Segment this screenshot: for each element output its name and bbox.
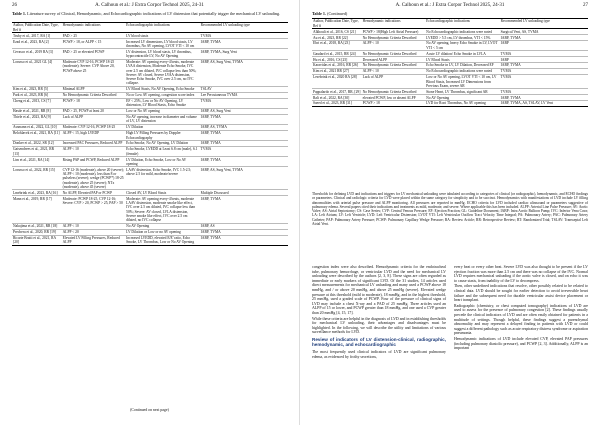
table-row — [12, 196, 288, 223]
table-caption-right — [312, 11, 588, 16]
table-cell-hemo: Moderate: CVP 12-16, PCWP 18-25 — [62, 125, 125, 131]
table-cell-echo: Echo Smoke in LV, LV Dilation, Decreased EF — [425, 63, 500, 69]
table-caption-text: Literature survey of Clinical, Hemodynamic, and Echocardiographic indications of LV distension that potentially trigger the mechanical LV unloading. — [27, 11, 281, 16]
table-cell-hemo: ALPP < 10 — [62, 223, 125, 229]
header-recommended-right: Recommended LV unloading type — [500, 19, 588, 29]
table-cell-author: Karavidas et al., 2016, RR [26] — [312, 63, 362, 69]
table-body-left — [12, 33, 288, 245]
section-heading: Review of indicators of LV distension-clinical, radiographic, hemodynamic, and echocardiographic — [312, 336, 446, 348]
table-cell-echo: Acute LV dilation/ Echo Smoke in LVLA — [425, 51, 500, 57]
table-cell-author: Ricarte Bratti et al., 2021, RA [20] — [12, 235, 62, 245]
table-body-right — [312, 29, 588, 107]
table-cell-echo: Closed AV, LV Blood Stasis — [125, 190, 200, 196]
table-cell-author: Kim et al., 2023, RR [5] — [12, 87, 62, 93]
table-cell-hemo: PCWP > 18(High Left Atrial Pressure) — [362, 29, 419, 34]
table-cell-echo: Increased LVEDD, elevated E/E' ratio, Echo Smoke, LV Thrombus, Low or No AV Opening — [125, 235, 200, 245]
table-cell-rec: IABP, TVMA — [200, 196, 288, 223]
table-cell-echo: Moderate: AV opening every-4 beats, moderate LAAV distension, moderate smoke like effect, IVC over 2.5 cm dilated, IVC collapse less than 50%; Severe: AV closed, LVLA distension, Severe smoke like effect, IVC over 2.5 cm dilated, no IVC collapse — [125, 196, 200, 223]
table-cell-author: Kim et al., 2021 RR [27] — [312, 69, 362, 75]
table-row — [12, 157, 288, 167]
running-head-left — [12, 2, 287, 9]
table-row — [12, 167, 288, 190]
table-row — [12, 147, 288, 157]
table-cell-echo: LV Dilation or Low or no AV opening — [125, 229, 200, 235]
table-footnote: Thresholds for defining LVD and indications and triggers for LV mechanical unloading were tabulated according to categories of clinical (or radiographic), hemodynamic, and ECHO findings or parameters. Clinical and radiologic criteria for LVD were placed within the same category for simplicity and to be succinct. Hemodynamics with manifestations of LVD include LV filling abnormalities with arterial pulse pressure and ALPP monitoring. All pressures are reported in mmHg. ECHO criteria for LVD included cardiac ultrasound or parameters suggestive of pulmonary edema. Several papers cited their indications and treatments as mild, moderate, and severe. Where applicable this has been included. ALPP: Arterial Line Pulse Pressure; AV: Aortic Valve; AS: Atrial Septostomy; CS: Case Series; CVP: Central Venous Pressure; EF: Ejection Fraction; GL: Guideline Document; IABP: Intra Aortic Balloon Pump; IVC: Inferior Vena Cava; LA: Left Atrium; LV: Left Ventricle; LVD: Left Ventricular Distension; LVOT VTI: Left Ventricular Outflow Tract Velocity Time Integral; PA: Pulmonary Artery; PAC: Pulmonary Artery Catheter; PAP: Pulmonary Artery Pressure; PCWP: Pulmonary Capillary Wedge Pressure; RA: Review Article; RR: Retrospective Review; RT: Randomized Trial; TSLAV: Transseptal Left Atrial Vent. — [312, 192, 588, 227]
paragraph: congestion index were also described. Hemodynamic criteria for the endotracheal tube, pulmonary hemorrhage, or ventricular LVD and the need for mechanical LV unloading were described by the authors [2, 3, 8]. These signs are often regarded as immediate or early markers of significant LVD. Of the 31 studies, 14 articles used direct measurements for mechanical LV unloading and many used a PCWP above 18 mmHg, and / or above 20 mmHg, and above 25 mmHg (severe). Elevated wedge pressure at this threshold (mild to moderate), 18 mmHg, and in the highest threshold, 25 mmHg, used a graded scale of PCWP. Four of the pressure of clinical signs of LVD may include a chest X-ray and a PAD of 25 mmHg. Three articles used an ALPP of 15 or lower, and PCWP greater than 18 mmHg, and one used a CVP greater than 20 mmHg [4, 15, 17]. — [312, 265, 446, 315]
table-caption-text-right: (Continued) — [327, 11, 348, 16]
table-cell-hemo: Lack of ALPP — [362, 74, 425, 88]
paragraph: Hemodynamic indications of LVD include elevated CVP, elevated PAP pressures (including pulmonary diastolic pressure), and PCWP [2, 3]. Additionally, ALPP is an important — [454, 336, 588, 351]
running-head-right — [312, 2, 588, 9]
table-header-row — [12, 23, 288, 33]
table-cell-rec: TVMA — [500, 51, 588, 57]
table-cell-hemo: No Hemodynamic Criteria Described — [62, 92, 125, 98]
table-cell-author: Thiele et al., 2023, RA [9] — [12, 114, 62, 124]
table-cell-echo: LV Dilation — [125, 125, 200, 131]
table-header-row-right — [312, 19, 588, 29]
table-cell-hemo: Decreased ALPP — [362, 57, 425, 63]
table-cell-hemo: ALPP < 20 — [62, 229, 125, 235]
table-cell-rec: IABP — [500, 57, 588, 63]
table-cell-author: Gaisendrees et al., 2021, RR [13] — [12, 147, 62, 157]
table-cell-hemo: ALPP < 10 — [62, 147, 125, 157]
table-cell-echo: LV distension, LV blood stasis, LV thrombus, hypocontractile LV, No AV Opening — [125, 49, 200, 59]
table-row — [12, 49, 288, 59]
paragraph: While these criteria are helpful in the diagnosis of LVD and in establishing thresholds for mechanical LV unloading, their advantages and disadvantages must be highlighted. In the following, we will describe the utility and limitations of various surveillance methods for LVD. — [312, 316, 446, 335]
table-cell-echo: Moderate: AV opening every-4 beats, moderate LVAA distension, Moderate Echo Smoke, IVC over 2.5 cm dilated, IVC collapse less than 50%; Severe: AV closed, Severe LVAA distension, Severe Echo Smoke, IVC over 2.5 cm, no IVC collapse. — [125, 59, 200, 86]
table-row — [312, 41, 588, 51]
table-row — [12, 114, 288, 124]
table-cell-hemo: PAD > 25 or elevated PCWP — [62, 49, 125, 59]
table-cell-rec: IABP, TVMA, AS, TSLAV, LV Vent — [500, 101, 588, 107]
continued-note: (Continued on next page) — [130, 408, 169, 412]
table-cell-rec: IABP, TVMA — [200, 114, 288, 124]
paragraph: every beat or every other beat. Severe LVD was also thought to be present if the LV ejection fraction was more than 2.5 cm and there was no collapse of the IVC. Normal LVD requires mechanical unloading if the aortic valve is closed, and on echo it was to cause stasis, from inability of the LV to decompress. — [454, 265, 588, 283]
table-row — [12, 130, 288, 140]
table-cell-rec: IABP, TVMA — [200, 130, 288, 140]
header-recommended: Recommended LV unloading type — [200, 23, 288, 33]
table-row — [12, 59, 288, 86]
table-cell-author: Mann et al., 2019, RR [17] — [12, 196, 62, 223]
journal-title-left: A. Calhoun et al.: J Extra Corpor Technol 2025, 24-31 — [95, 3, 204, 8]
table-cell-author: Hu et al., 2016, CS [25] — [312, 57, 362, 63]
table-cell-rec: IABP, TVMA — [200, 39, 288, 49]
table-cell-hemo: No Hemodynamic Criteria Described — [362, 63, 425, 69]
body-column-left — [312, 265, 446, 360]
table-cell-rec: IABP, TVMA — [500, 95, 588, 101]
body-column-right — [454, 265, 588, 360]
table-cell-author: Pappalardo et al., 2017, RR, [29] — [313, 89, 361, 94]
table-caption-label-right: Table 1. — [312, 11, 327, 16]
table-cell-author: Belohlavek et al., 2021, RA [11] — [12, 130, 62, 140]
table-cell-echo: Echo Smoke, No AV Opening, LV Dilation — [125, 141, 200, 147]
table-cell-author: Alkhouli et al., 2016, CS [21] — [313, 29, 356, 34]
table-cell-hemo: No ALPP, Elevated PAP or PCWP — [62, 190, 125, 196]
literature-table-left — [12, 22, 288, 246]
table-cell-echo: No AV Opening — [125, 223, 200, 229]
table-cell-echo: Stone Heart, LV Thrombus, significant AR — [425, 89, 500, 95]
table-cell-hemo: PCWP > 18 — [62, 98, 125, 108]
table-cell-echo: EF < 25%, Low or No AV Opening, LV distension, LV Blood Stasis, Echo Smoke — [125, 98, 200, 108]
header-echo: Echocardiographic indications — [125, 23, 200, 33]
table-cell-author: Cevasco et al., 2019 RA [3] — [12, 49, 62, 59]
table-cell-echo: No Echocardiographic indications were noted — [426, 29, 493, 34]
table-cell-rec: IABP, TVMA — [500, 35, 588, 41]
table-cell-rec: TVMA — [200, 98, 288, 108]
table-cell-echo: Increased LV dimensions, LV blood stasis, LV thrombus, No AV opening, LVOT VTI < 10 cm — [125, 39, 200, 49]
table-cell-echo: Echo Smoke, LVEDD at Least 6.8 cm (male), 6.1 (female) — [125, 147, 200, 157]
table-cell-echo: No Echocardiographic indications were noted — [425, 69, 500, 75]
table-cell-author: Lim et al., 2021, RA [14] — [12, 157, 62, 167]
header-author: Author, Publication Date, Type, Ref # — [12, 23, 62, 33]
table-cell-author: Gaudard et al., 2015, RR [24] — [312, 51, 362, 57]
table-cell-hemo: No Hemodynamic Criteria Described — [362, 51, 425, 57]
table-cell-author: Hasde et al., 2021, RR [8] — [12, 108, 62, 114]
table-cell-hemo: Increased PAC Pressures, Reduced ALPP — [62, 141, 125, 147]
table-cell-author: Rali et al., 2022, RA [30] — [312, 95, 362, 101]
table-cell-author: Saeed et al., 2023, RR [31] — [312, 101, 362, 107]
table-row — [312, 74, 588, 88]
table-cell-author: Prechera et al., 2020, RR [19] — [12, 229, 62, 235]
table-cell-rec: TVMA — [500, 89, 588, 95]
table-cell-hemo: Moderate: PCWP 18-25, CVP 12-16; Severe: CVP > 20, PCWP > 25, PAP > 50 — [62, 196, 125, 223]
table-cell-author: Park et al., 2023, RR [6] — [12, 92, 62, 98]
table-cell-rec: IABP, AS, TVMA — [200, 125, 288, 131]
paragraph: Radiographic (chemistry, or chest computed tomography) indications of LVD are used to assess for the presence of pulmonary congestion [2]. These findings usually precede the clinical indicators of LVD and are often easily obtained for patients in a multitude of settings. Though helpful, these findings suggest a parenchymal abnormality and may represent a delayed finding in patients with LVD or could suggest a different pathology such as acute respiratory distress syndrome or aspiration pneumonia. — [454, 303, 589, 336]
table-cell-rec: TVMA — [200, 147, 288, 157]
table-cell-rec: Lee Percutaneous TVMA — [200, 92, 288, 98]
table-row — [12, 235, 288, 245]
table-cell-rec: IABP, AS, Surg Vent, TVMA — [200, 59, 288, 86]
table-cell-echo: No AV opening, heavy Echo Smoke in LV, LVOT VTI < 5 cm — [425, 41, 500, 51]
table-cell-rec: IABP, AS, Surg Vent, TVMA — [200, 167, 288, 190]
table-cell-echo: No AV Opening — [425, 95, 500, 101]
table-cell-author: Ezad et al., 2023, RA [2] — [12, 39, 62, 49]
table-caption-left — [12, 11, 287, 16]
table-cell-rec: IABP, TVMA — [200, 235, 288, 245]
table-cell-hemo: CVP 12-16 (moderate), above 20 (severe); ALPP < 10 (moderate), less than 8 or pulseless (severe); wedge (PCWP*) 18-25 (moderate), above 25 (severe); NTx (moderate), above 45 (severe) — [62, 167, 124, 189]
table-cell-echo: Low or No AV opening, LVOT VTI < 10 cm, LV Blood Stasis, Increased LV Dimensions from Previous Exam, severe AR — [425, 74, 500, 88]
page-number-left: 26 — [12, 3, 17, 8]
table-cell-hemo: ALPP < 10 — [362, 41, 425, 51]
table-cell-rec: TVMA — [500, 74, 588, 88]
table-cell-author: Truby et al., 2017, RA [1] — [13, 33, 51, 38]
table-cell-hemo: PCWP > 18, or ALPP < 15 — [62, 39, 125, 49]
table-cell-echo: LV Blood Stasis — [425, 57, 500, 63]
table-cell-author: Au et al., 2023, RR [22] — [312, 35, 362, 41]
table-row — [12, 98, 288, 108]
table-cell-rec: TSLAV — [200, 87, 288, 93]
header-author-right: Author, Publication Date, Type, Ref # — [312, 19, 362, 29]
table-cell-rec: IABP, TVMA — [200, 141, 288, 147]
table-cell-rec: IABP, TVMA — [200, 157, 288, 167]
table-cell-author: Lorusso et al., 2021 GL [4] — [12, 59, 62, 86]
table-cell-author: Nakajima et al., 2021, RR [18] — [12, 223, 62, 229]
table-cell-echo: High LV Filling Pressures by Doppler Echocardiography — [125, 130, 200, 140]
table-cell-rec: IABP, TVMA — [500, 63, 588, 69]
table-cell-rec: IABP, TVMA, Surg Vent — [200, 49, 288, 59]
header-hemodynamic-right: Hemodynamic indications — [362, 19, 425, 29]
table-cell-hemo: PAD > 25 — [62, 33, 77, 38]
table-cell-rec: IABP, AS — [200, 223, 288, 229]
table-cell-hemo: Rising PAP and PCWP, Reduced ALPP — [62, 157, 125, 167]
page-number-right: 27 — [583, 3, 588, 8]
table-cell-hemo: PCWP > 18 — [362, 101, 425, 107]
table-cell-hemo: Lack of ALPP — [62, 114, 125, 124]
table-cell-hemo: ALPP < 15, high LVEDP — [62, 130, 125, 140]
literature-table-right — [312, 18, 588, 107]
table-cell-author: Lorusso et al., 2022, RR [15] — [12, 167, 62, 190]
table-cell-echo: LV Blood Stasis, No AV Opening, Echo Smoke — [125, 87, 200, 93]
table-cell-hemo: elevated PCWP, low or absent ALPP — [362, 95, 425, 101]
table-cell-rec: IABP, TVMA — [200, 229, 288, 235]
table-cell-author: Lesebrink et al., 2020 RA [28] — [312, 74, 362, 88]
table-cell-rec: Surgical Vent, AS, TVMA — [500, 29, 539, 34]
table-cell-author: Donker et al., 2022, SR [12] — [12, 141, 62, 147]
table-cell-hemo: ALPP < 10 — [362, 69, 425, 75]
table-cell-author: Lmebrink et al., 2023, RA [16] — [12, 190, 62, 196]
table-cell-hemo: Minimal ALPP — [62, 87, 125, 93]
table-cell-hemo: Elevated LV Filling Pressures, Reduced ALPP — [62, 235, 125, 245]
table-cell-rec: Multiple Discussed — [200, 190, 288, 196]
table-cell-hemo: No Hemodynamic Criteria Described — [362, 89, 425, 95]
paragraph: The most frequently used clinical indicators of LVD are significant pulmonary edema, as evidenced by frothy secretions, — [312, 349, 446, 359]
table-cell-echo: No AV opening, increase in diameter and volume of LV, LV distension — [125, 114, 200, 124]
table-cell-author: Assmann et al., 2022, GL [10] — [12, 125, 62, 131]
body-columns — [312, 265, 588, 360]
journal-title-right: A. Calhoun et al.: J Extra Corpor Technol 2025, 24-31 — [395, 3, 505, 8]
header-hemodynamic: Hemodynamic indications — [62, 23, 125, 33]
header-echo-right: Echocardiographic indications — [425, 19, 500, 29]
table-cell-echo: LVEDD > 5.5 cm, LV thrombus, VTI < 15% — [425, 35, 500, 41]
table-cell-echo: LVD for Root Thrombus, No AV opening — [425, 101, 500, 107]
table-row — [12, 39, 288, 49]
table-caption-label: Table 1. — [12, 11, 27, 16]
right-page — [300, 0, 600, 425]
table-cell-rec: IABP, AS, Surg Vent — [200, 108, 288, 114]
table-cell-hemo: Moderate CVP 12-16, PCWP 18-25 (moderate); Severe: CVP Above 20, PCWP above 25 — [62, 59, 125, 86]
table-cell-author: Ebri et al., 2018, RA [23] — [312, 41, 362, 51]
table-row — [312, 101, 588, 107]
table-cell-rec: TVMA — [500, 69, 588, 75]
paragraph: Then, other undefined indications that resolve, other possibly related to be related to clinical data. LVD should be sought for earlier detection to avoid irreversible heart failure and the subsequent need for durable ventricular assist device placement or heart transplant. — [454, 284, 588, 303]
table-cell-rec: IABP — [500, 41, 588, 51]
table-cell-rec: TVMA — [200, 33, 212, 38]
table-cell-echo: LV Dilation, Echo Smoke, Low or No AV opening — [125, 157, 200, 167]
table-cell-author: Cheng et al., 2013, CS [7] — [12, 98, 62, 108]
table-cell-echo: No or Low AV opening, congestion score index — [125, 92, 200, 98]
table-cell-echo: LV blood stasis — [126, 33, 149, 38]
table-cell-echo: Low or No AV opening — [125, 108, 200, 114]
table-cell-echo: LAAV distension, Echo Smoke, IVC 1.5-2.5; above 2.5 for mild, moderate/severe — [125, 167, 200, 190]
table-cell-hemo: No Hemodynamic Criteria Described — [362, 35, 425, 41]
table-cell-hemo: PAD > 25, PCWP at least 20 — [62, 108, 125, 114]
